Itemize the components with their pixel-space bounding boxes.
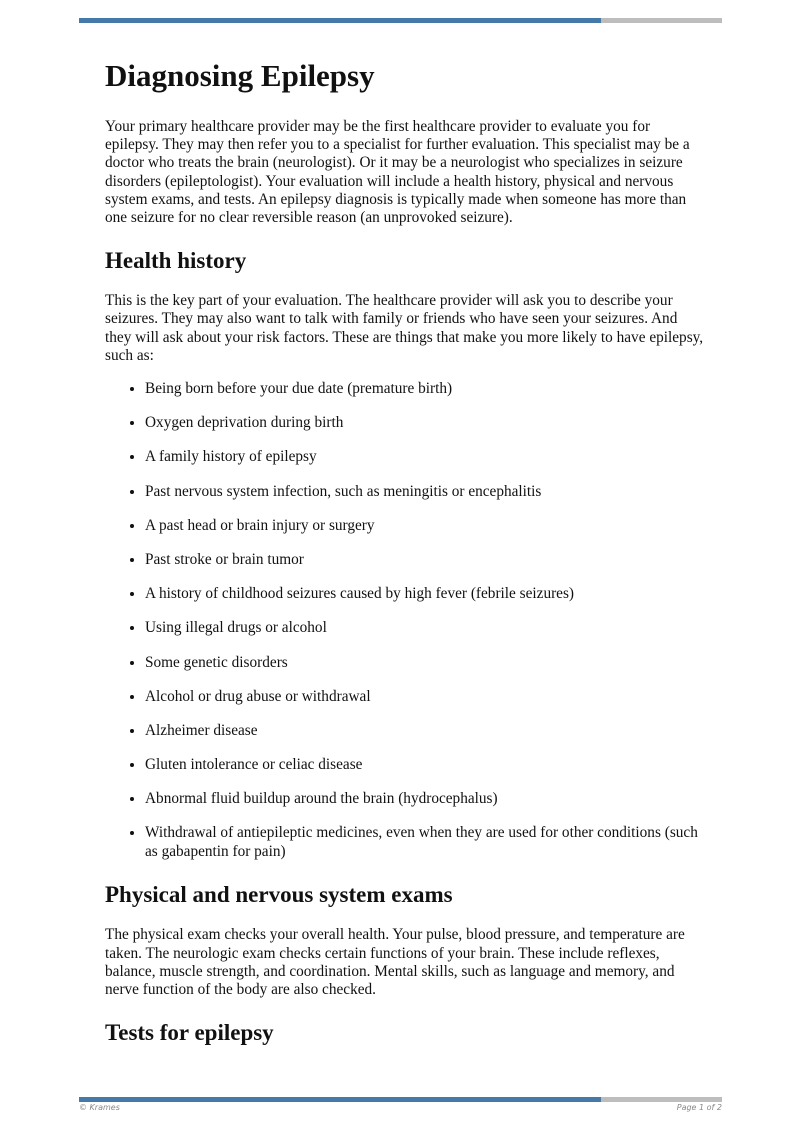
list-item: • Alzheimer disease <box>145 721 705 740</box>
intro-paragraph: Your primary healthcare provider may be the first healthcare provider to evaluate you for epilepsy. They may then refer you to a specialist for further evaluation. This specialist may be a doctor who treats the brain (neurologist). Or it may be a neurologist who specializes in seizure disorders (epileptologist). Your evaluation will include a health history, physical and nervous system exams, and tests. An epilepsy diagnosis is typically made when someone has more than one seizure for no clear reversible reason (an unprovoked seizure). <box>105 118 690 227</box>
page-title: Diagnosing Epilepsy <box>105 58 375 93</box>
list-item: • Withdrawal of antiepileptic medicines, even when they are used for other conditions (such as gabapentin for pain) <box>145 823 705 861</box>
list-item: • Being born before your due date (premature birth) <box>145 379 705 398</box>
copyright-text: © Krames <box>79 1103 120 1112</box>
list-item: • Using illegal drugs or alcohol <box>145 618 705 637</box>
section-heading-exams: Physical and nervous system exams <box>105 882 453 908</box>
header-progress-bar <box>79 18 722 23</box>
list-item: • Abnormal fluid buildup around the brain (hydrocephalus) <box>145 789 705 808</box>
list-item: • Oxygen deprivation during birth <box>145 413 705 432</box>
page-number: Page 1 of 2 <box>676 1103 722 1112</box>
footer-progress-bar <box>79 1097 722 1102</box>
header-bar-track <box>601 18 722 23</box>
list-item: • Gluten intolerance or celiac disease <box>145 755 705 774</box>
document-body <box>105 56 705 1064</box>
section-heading-tests: Tests for epilepsy <box>105 1020 274 1046</box>
risk-factor-list <box>105 379 705 861</box>
section-heading-health-history: Health history <box>105 248 247 274</box>
list-item: • A family history of epilepsy <box>145 447 705 466</box>
list-item: • Some genetic disorders <box>145 653 705 672</box>
header-bar-accent <box>79 18 601 23</box>
page-footer <box>79 1103 722 1112</box>
exams-paragraph: The physical exam checks your overall health. Your pulse, blood pressure, and temperature are taken. The neurologic exam checks certain functions of your brain. These include reflexes, balance, muscle strength, and coordination. Mental skills, such as language and memory, and nerve function of the body are also checked. <box>105 926 685 999</box>
footer-bar-accent <box>79 1097 601 1102</box>
list-item: • A history of childhood seizures caused by high fever (febrile seizures) <box>145 584 705 603</box>
health-history-paragraph: This is the key part of your evaluation. The healthcare provider will ask you to describe your seizures. They may also want to talk with family or friends who have seen your seizures. And they will ask about your risk factors. These are things that make you more likely to have epilepsy, such as: <box>105 292 704 364</box>
list-item: • Past nervous system infection, such as meningitis or encephalitis <box>145 482 705 501</box>
footer-bar-track <box>601 1097 722 1102</box>
list-item: • Past stroke or brain tumor <box>145 550 705 569</box>
list-item: • A past head or brain injury or surgery <box>145 516 705 535</box>
list-item: • Alcohol or drug abuse or withdrawal <box>145 687 705 706</box>
